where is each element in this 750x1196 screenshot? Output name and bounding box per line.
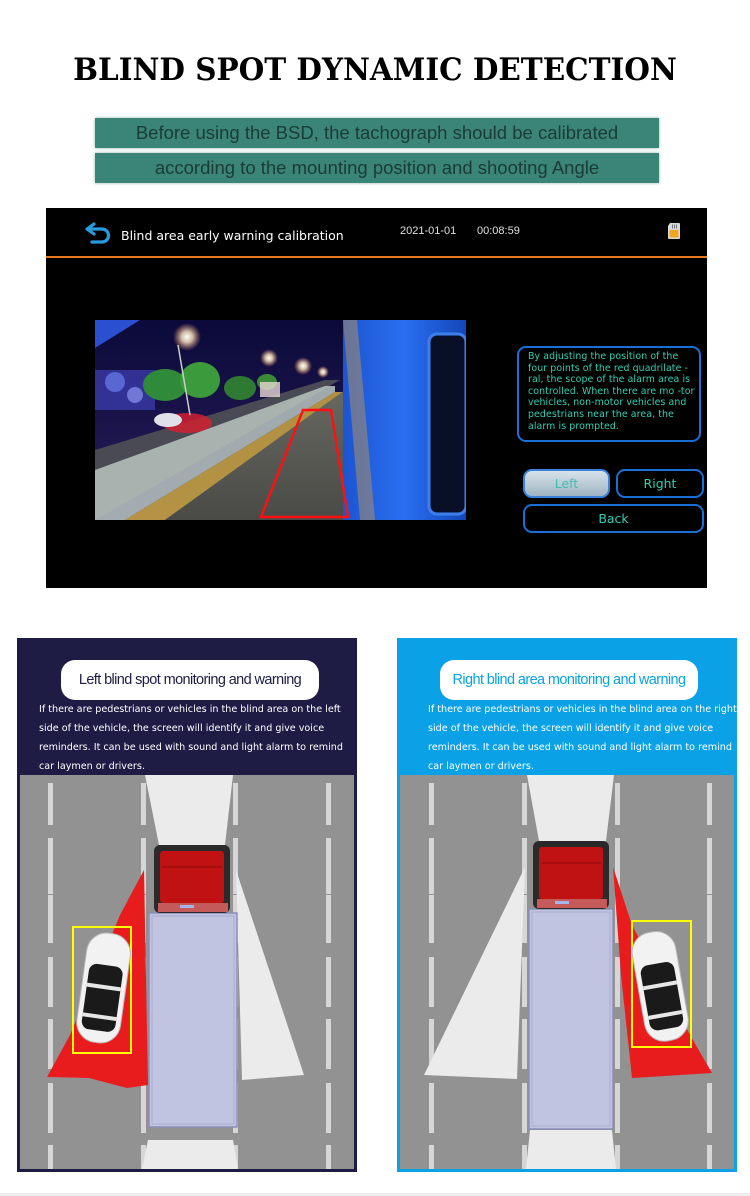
- street-lamp: [173, 323, 201, 351]
- back-arrow-icon[interactable]: [84, 220, 114, 246]
- sd-card-icon: [667, 222, 681, 240]
- camera-preview: [95, 320, 466, 520]
- header-divider: [46, 256, 707, 258]
- device-header: [46, 208, 707, 256]
- left-road-diagram: [20, 775, 354, 1169]
- front-camera-zone: [527, 775, 614, 841]
- truck-cab: [533, 841, 609, 909]
- bus-window: [429, 334, 466, 514]
- page-title: BLIND SPOT DYNAMIC DETECTION: [73, 52, 677, 88]
- right-road-illustration: [400, 775, 734, 1169]
- right-coverage-zone: [236, 870, 304, 1080]
- front-camera-zone: [145, 775, 233, 845]
- left-panel-heading: Left blind spot monitoring and warning: [61, 660, 319, 700]
- device-date: 2021-01-01: [400, 225, 457, 237]
- back-button[interactable]: Back: [523, 504, 704, 533]
- right-panel-heading: Right blind area monitoring and warning: [440, 660, 698, 700]
- device-screen-title: Blind area early warning calibration: [121, 228, 344, 243]
- camera-scene: [95, 320, 466, 520]
- device-screen: [46, 208, 707, 588]
- truck-trailer: [529, 909, 613, 1129]
- left-road-illustration: [20, 775, 354, 1169]
- instruction-banner-line-1: Before using the BSD, the tachograph should be calibrated: [95, 118, 659, 148]
- instruction-banner-line-2: according to the mounting position and shooting Angle: [95, 153, 659, 183]
- right-blind-spot-panel: [397, 638, 737, 1172]
- left-blind-spot-panel: [17, 638, 357, 1172]
- truck-trailer: [149, 913, 237, 1127]
- right-road-diagram: [400, 775, 734, 1169]
- tree: [143, 369, 187, 401]
- rear-camera-zone: [142, 1140, 238, 1169]
- left-panel-description: If there are pedestrians or vehicles in the blind area on the left side of the vehicle, the screen will identify it and give voice reminders. It can be used with sound and light alarm to remind car laymen or drivers.: [39, 704, 343, 772]
- right-button[interactable]: Right: [616, 469, 704, 498]
- device-time: 00:08:59: [477, 225, 520, 237]
- left-button[interactable]: Left: [523, 469, 610, 498]
- calibration-info-text: By adjusting the position of the four points of the red quadrilate -ral, the scope of the alarm area is controlled. When there are mo -tor vehicles, non-motor vehicles and pedestrians near the area, the alarm is prompted.: [517, 346, 701, 442]
- truck-cab: [154, 845, 230, 913]
- left-coverage-zone: [424, 867, 525, 1079]
- right-panel-description: If there are pedestrians or vehicles in the blind area on the right side of the vehicle, the screen will identify it and give voice reminders. It can be used with sound and light alarm to remind car laymen or drivers.: [428, 704, 737, 772]
- rear-camera-zone: [526, 1130, 616, 1169]
